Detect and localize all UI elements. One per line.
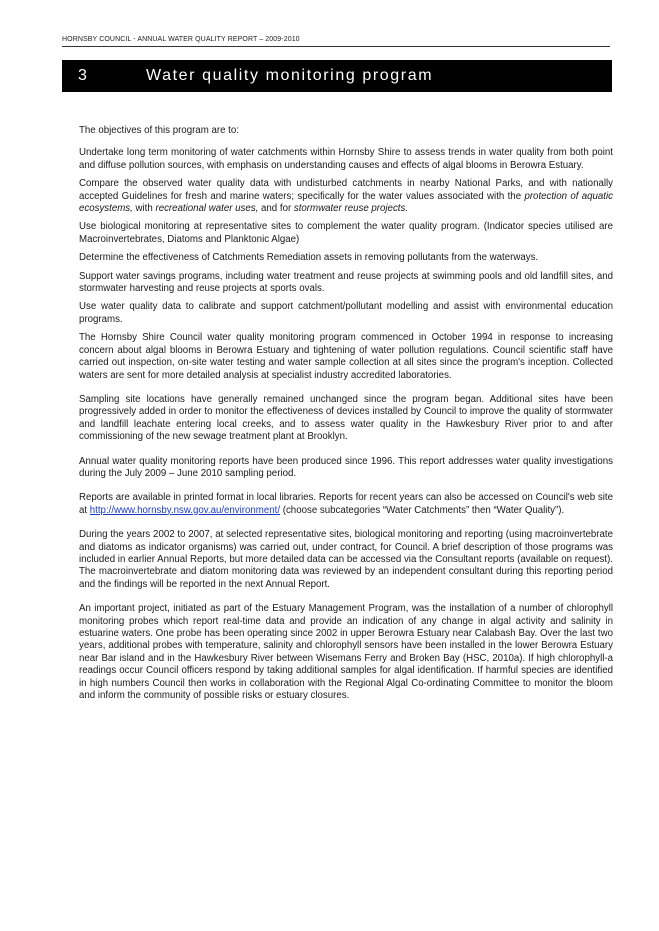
probes-paragraph: An important project, initiated as part of the Estuary Management Program, was the installation of a number of chlorophyll monitoring probes which report real-time data and provide an indication of any change in algal activity and salinity in estuarine waters. One probe has been operating since 2002 in upper Berowra Estuary near Calabash Bay. Over the last two years, additional probes with temperature, salinity and chlorophyll sensors have been installed in the lower Berowra Estuary near Bar island and in the Hawkesbury River between Wisemans Ferry and Broken Bay (HSC, 2010a). If high chlorophyll-a readings occur Council officers respond by taking additional samples for algal identification. If harmful species are identified in high numbers Council then works in collaboration with the Regional Algal Co-ordinating Committee to monitor the bloom and inform the community of possible risks or estuary closures. [79,603,613,702]
objective-paragraph: Determine the effectiveness of Catchments Remediation assets in removing pollutants from the waterways. [79,252,539,264]
availability-tail: (choose subcategories “Water Catchments” then “Water Quality”). [280,504,565,516]
objective-2-text: with [132,203,156,215]
objective-2-emphasis: protection of aquatic ecosystems, [79,190,613,215]
sites-paragraph: Sampling site locations have generally remained unchanged since the program began. Additional sites have been progressively added in order to monitor the effectiveness of devices installed by Council to improve the quality of stormwater and landfill leachate entering local creeks, and to assess water quality in the Hawkesbury River prior to and after commissioning of the new sewage treatment plant at Brooklyn. [79,393,613,443]
reports-paragraph: Annual water quality monitoring reports have been produced since 1996. This report addresses water quality investigations during the July 2009 – June 2010 sampling period. [79,455,613,479]
objectives-intro: The objectives of this program are to: [79,125,239,136]
objective-paragraph: Undertake long term monitoring of water catchments within Hornsby Shire to assess trends in water quality from both point and diffuse pollution sources, with emphasis on understanding causes and effects of algal blooms in Berowra Estuary. [79,147,613,171]
objective-paragraph: Support water savings programs, including water treatment and reuse projects at swimming pools and old landfill sites, and stormwater harvesting and reuse projects at sports ovals. [79,270,613,295]
section-number: 3 [78,67,87,84]
biological-monitoring-paragraph: During the years 2002 to 2007, at selected representative sites, biological monitoring and reporting (using macroinvertebrate and diatoms as indicator organisms) was carried out, under contract, for Council. A brief description of those programs was included in earlier Annual Reports, but more detailed data can be accessed via the Consultant reports (available on request). The macroinvertebrate and diatom monitoring data was reviewed by an independent consultant during this reporting period and the findings will be reported in the next Annual Report. [79,529,613,590]
availability-lead: Reports are available in printed format in local libraries. Reports for recent years can also be accessed on Council's web site at [79,492,613,516]
objective-2-lead: Compare the observed water quality data with undisturbed catchments in nearby National Parks, and with nationally accepted Guidelines for fresh and marine waters; specifically for the water values associated with the [79,178,613,202]
objective-paragraph [79,178,613,215]
history-paragraph: The Hornsby Shire Council water quality monitoring program commenced in October 1994 in response to increasing concern about algal blooms in Berowra Estuary and tightening of water pollution regulations. Council scientific staff have carried out inspection, on-site water testing and water sample collection at all sites since the program's inception. Collected waters are sent for more detailed analysis at specialist industry accredited laboratories. [79,332,613,381]
objective-2-emphasis: recreational water uses, [155,203,259,215]
objective-paragraph: Use biological monitoring at representative sites to complement the water quality program. (Indicator species utilised are Macroinvertebrates, Diatoms and Planktonic Algae) [79,221,613,245]
availability-paragraph [79,492,613,517]
body-text [79,125,613,708]
objective-2-text: and for [258,203,294,215]
section-heading-bar [62,60,612,92]
section-title: Water quality monitoring program [146,67,434,84]
objective-2-emphasis: stormwater reuse projects. [293,203,409,215]
objective-paragraph: Use water quality data to calibrate and support catchment/pollutant modelling and assist with environmental education programs. [79,301,613,325]
running-header: HORNSBY COUNCIL - ANNUAL WATER QUALITY REPORT – 2009-2010 [62,36,610,47]
council-website-link[interactable]: http://www.hornsby.nsw.gov.au/environment/ [89,504,281,516]
